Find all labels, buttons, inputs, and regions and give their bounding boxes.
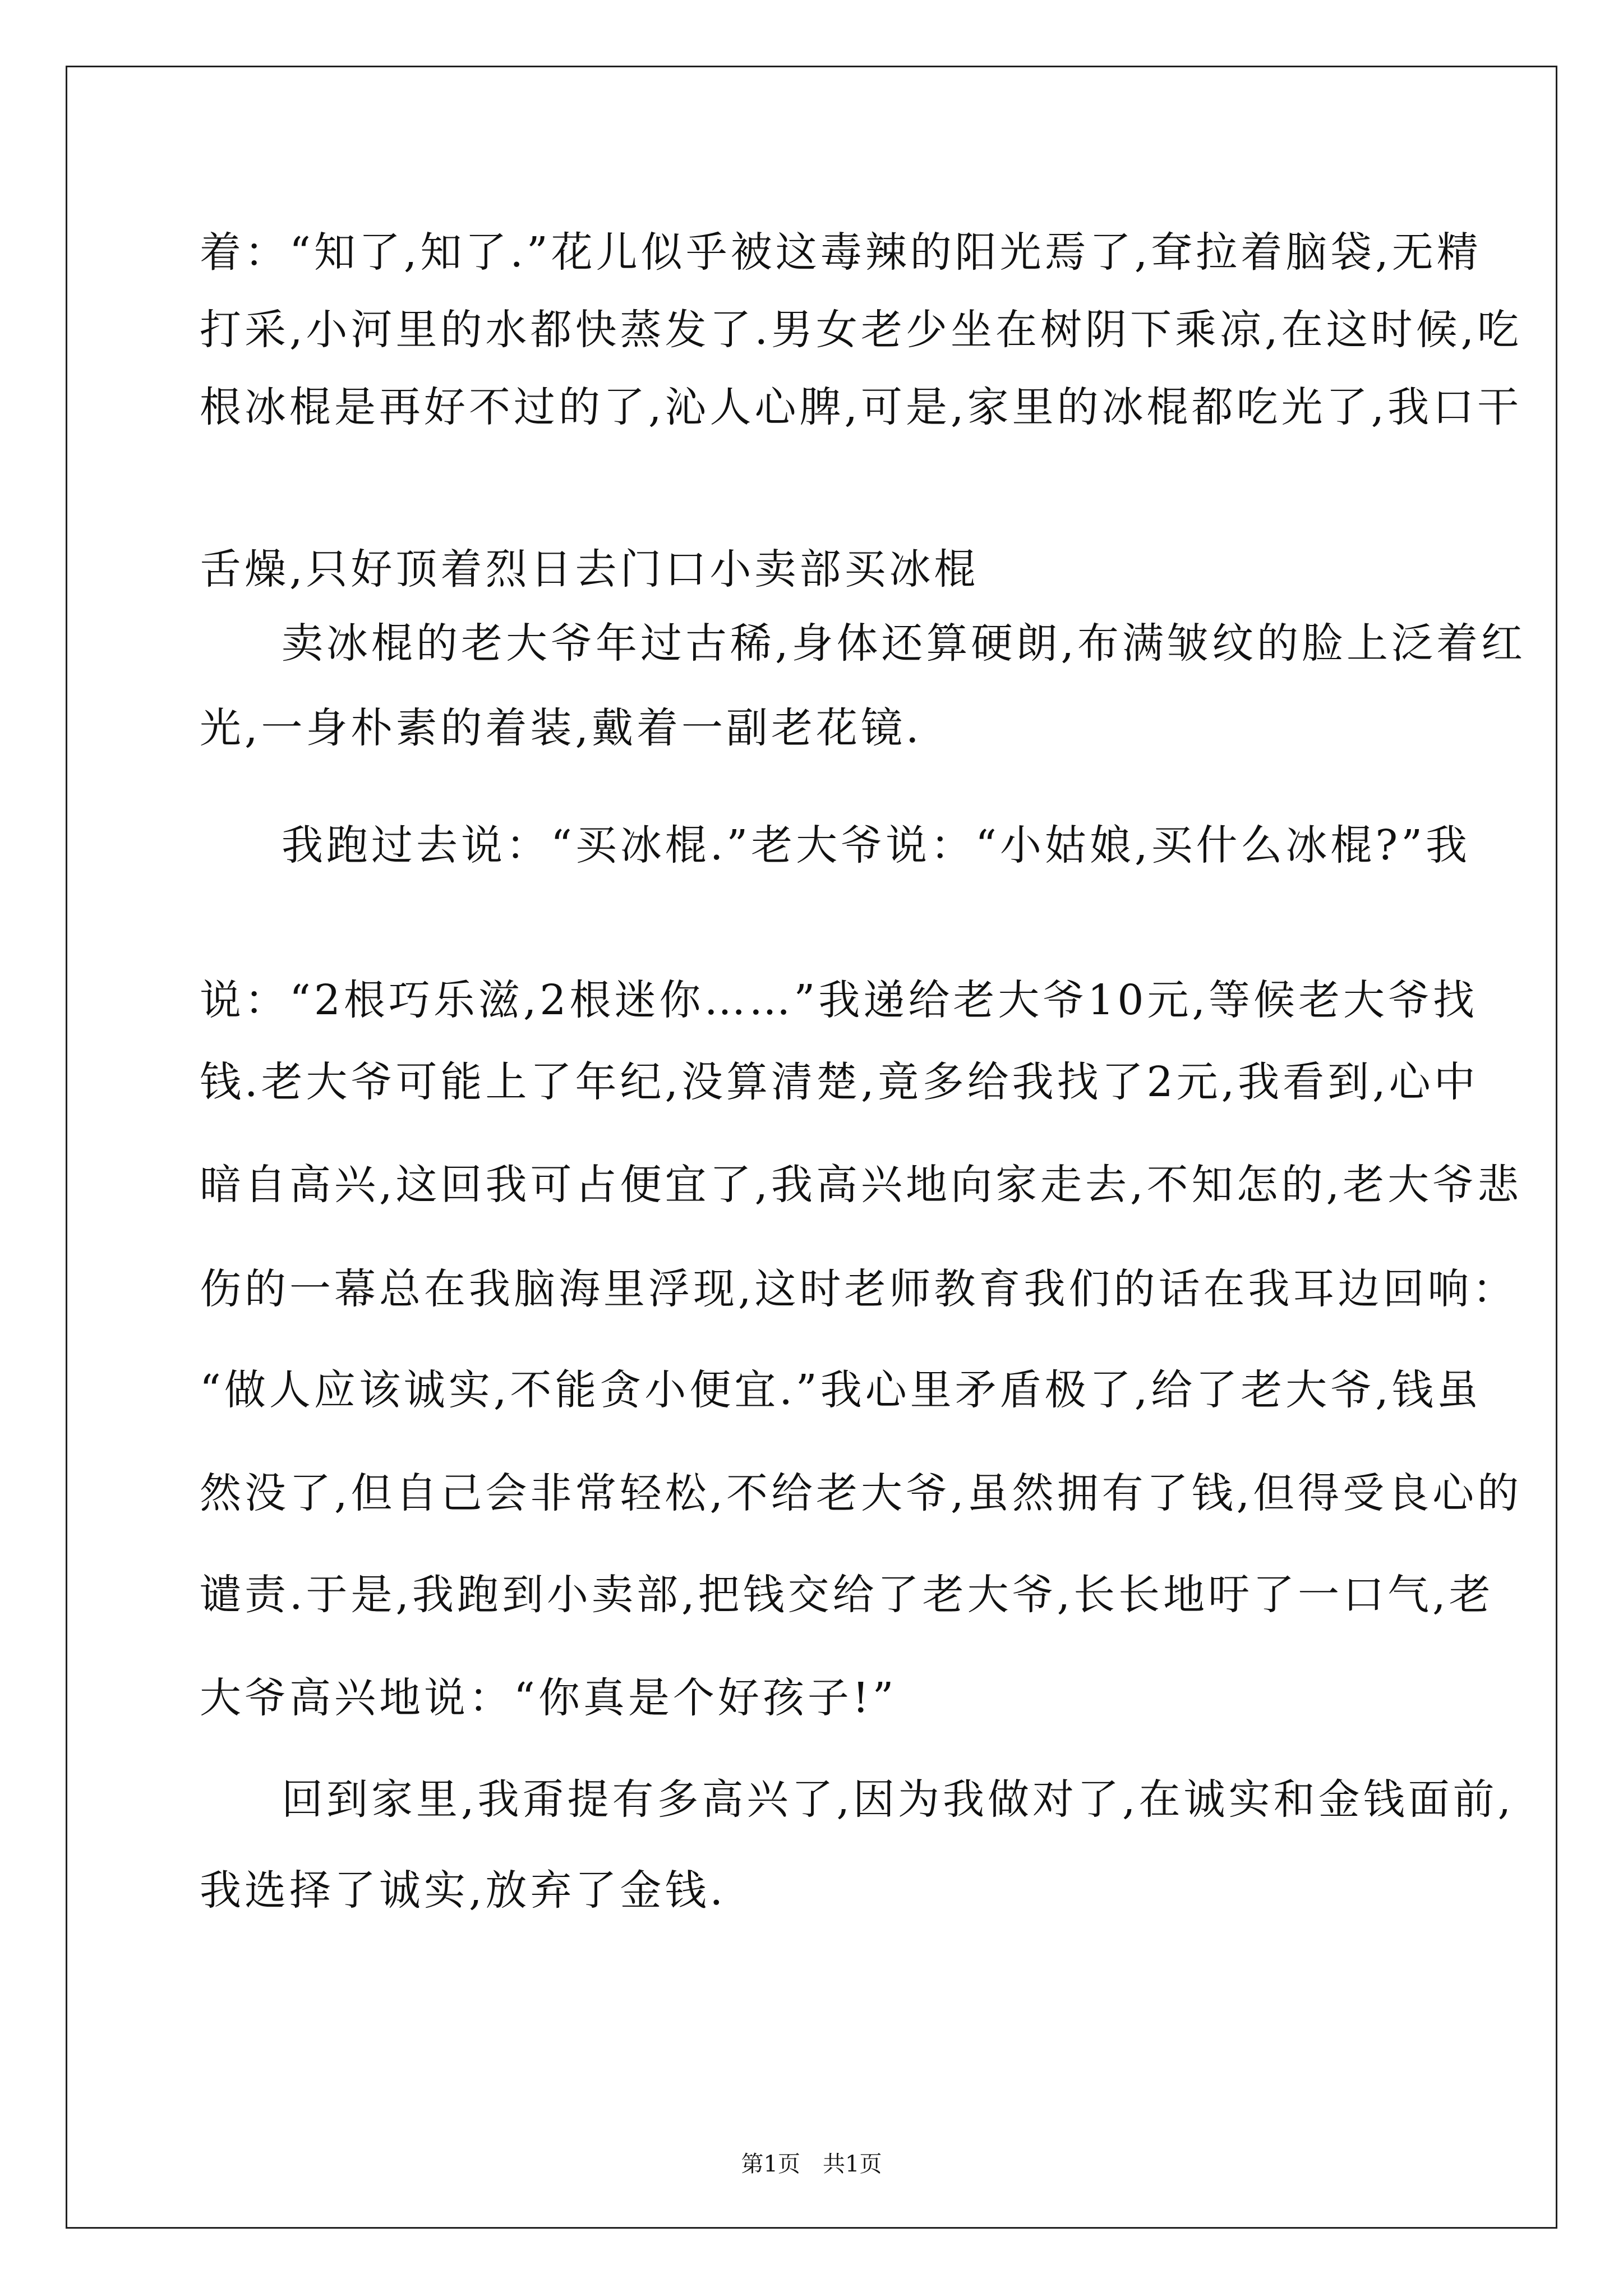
text-line: 伤的一幕总在我脑海里浮现,这时老师教育我们的话在我耳边回响： [200, 1265, 1518, 1313]
text-line: 暗自高兴,这回我可占便宜了,我高兴地向家走去,不知怎的,老大爷悲 [200, 1161, 1523, 1209]
text-line: 然没了,但自己会非常轻松,不给老大爷,虽然拥有了钱,但得受良心的 [200, 1469, 1523, 1517]
text-line: 钱.老大爷可能上了年纪,没算清楚,竟多给我找了2元,我看到,心中 [200, 1058, 1479, 1106]
text-line: 我跑过去说：“买冰棍.”老大爷说：“小姑娘,买什么冰棍?”我 [282, 821, 1471, 869]
text-line: “做人应该诚实,不能贪小便宜.”我心里矛盾极了,给了老大爷,钱虽 [200, 1366, 1482, 1414]
text-line: 我选择了诚实,放弃了金钱. [200, 1866, 727, 1915]
text-line: 回到家里,我甭提有多高兴了,因为我做对了,在诚实和金钱面前, [282, 1775, 1515, 1824]
text-line: 谴责.于是,我跑到小卖部,把钱交给了老大爷,长长地吁了一口气,老 [200, 1571, 1494, 1619]
text-line: 说：“2根巧乐滋,2根迷你……”我递给老大爷10元,等候老大爷找 [200, 976, 1478, 1024]
text-line: 舌燥,只好顶着烈日去门口小卖部买冰棍 [200, 545, 979, 593]
text-line: 卖冰棍的老大爷年过古稀,身体还算硬朗,布满皱纹的脸上泛着红 [282, 619, 1527, 668]
text-line: 着：“知了,知了.”花儿似乎被这毒辣的阳光焉了,耷拉着脑袋,无精 [200, 228, 1482, 277]
page-number-label: 第1页 共1页 [741, 2151, 882, 2177]
text-line: 大爷高兴地说：“你真是个好孩子!” [200, 1674, 897, 1722]
text-line: 光,一身朴素的着装,戴着一副老花镜. [200, 704, 923, 752]
page-footer [0, 2147, 1623, 2181]
text-line: 打采,小河里的水都快蒸发了.男女老少坐在树阴下乘凉,在这时候,吃 [200, 306, 1523, 354]
text-line: 根冰棍是再好不过的了,沁人心脾,可是,家里的冰棍都吃光了,我口干 [200, 383, 1523, 431]
